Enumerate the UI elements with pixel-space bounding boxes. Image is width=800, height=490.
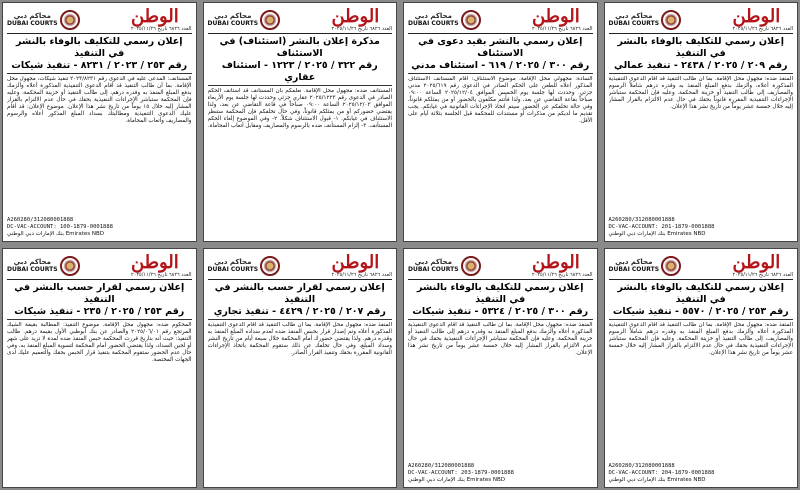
court-name: محاكم دبي DUBAI COURTS	[408, 11, 459, 27]
paper-masthead	[331, 5, 392, 32]
court-logo	[609, 10, 682, 30]
case-number: رقم ٣٠٠ / ٢٠٢٥ / ٥٣٢٤ - تنفيذ شيكات	[408, 306, 593, 320]
issue-line: العدد ٦٨٢٦ تاريخ ٢٠٢٥/١١/٢٦	[531, 271, 593, 278]
case-number: رقم ٢٥٣ / ٢٠٢٣ / ٨٢٣١ - تنفيذ شيكات	[7, 60, 192, 74]
court-seal-icon	[461, 10, 481, 30]
paper-masthead	[331, 251, 392, 278]
notice-footer	[7, 217, 192, 238]
bank-name: بنك الإمارات دبي الوطني Emirates NBD	[408, 477, 505, 483]
account-number: A260280/312080001888	[7, 217, 74, 223]
court-name: محاكم دبي DUBAI COURTS	[7, 11, 58, 27]
notice-body: المستأنف: المدعى عليه في الدعوى رقم ٢٠٢٣/٨٢٣١ تنفيذ شيكات، مجهول محل الإقامة. بما أن طالب التنفيذ قد أقام الدعوى التنفيذية المذكورة أعلاه وألزمك بدفع المبلغ المنفذ به وقدره درهم، إلى طالب التنفيذ أو خزينة المحكمة، وعليه فإن المحكمة ستباشر الإجراءات التنفيذية بحقك في حال عدم الالتزام بالقرار المشار إليه خلال ١٥ يوماً من تاريخ نشر هذا الإعلان. موضوع الإعلان: قد أقام عليك الدعوى التنفيذية ومطالبتك بسداد المبلغ المذكور أعلاه والرسوم والمصاريف وأتعاب المحاماة.	[7, 76, 192, 124]
court-name: محاكم دبي DUBAI COURTS	[207, 11, 259, 27]
notice-card	[203, 2, 398, 242]
court-logo	[408, 256, 481, 276]
notice-title: إعلان رسمي للتكليف بالوفاء بالنشر في التنفيذ	[16, 36, 183, 59]
issue-line: العدد ٦٨٢٦ تاريخ ٢٠٢٥/١١/٢٦	[130, 271, 192, 278]
notice-footer	[609, 463, 794, 484]
account-number: A260280/312080001888	[608, 463, 675, 469]
notice-header	[7, 6, 192, 34]
case-number: رقم ٣٠٠ / ٢٠٢٥ / ٦١٩ - استئناف مدني	[408, 60, 593, 74]
notice-title: مذكرة إعلان بالنشر (استئناف) في الاستئناف	[219, 36, 380, 59]
issue-line: العدد ٦٨٢٦ تاريخ ٢٠٢٥/١١/٢٦	[732, 25, 793, 32]
bank-name: بنك الإمارات دبي الوطني Emirates NBD	[7, 231, 104, 237]
account-number: A260280/312080001888	[408, 463, 475, 469]
court-logo	[7, 256, 80, 276]
court-name: محاكم دبي DUBAI COURTS	[408, 257, 459, 273]
court-seal-icon	[60, 256, 80, 276]
case-number: رقم ٢٠٧ / ٢٠٢٥ / ٤٤٢٩ - تنفيذ تجاري	[208, 306, 393, 320]
paper-masthead	[732, 251, 793, 278]
paper-masthead	[130, 5, 192, 32]
notice-card	[203, 248, 398, 488]
notice-body: المنفذ ضده: مجهول محل الإقامة. بما أن طالب التنفيذ قد أقام الدعوى التنفيذية المذكورة أعلاه، وألزمك بدفع المبلغ المنفذ به وقدره درهم شاملاً الرسوم والمصاريف إلى طالب التنفيذ أو خزينة المحكمة. وعليه فإن المحكمة ستباشر الإجراءات التنفيذية المقررة قانوناً بحقك في حال عدم الالتزام بالقرار المشار إليه خلال خمسة عشر يوماً من تاريخ نشر هذا الإعلان.	[608, 76, 793, 110]
notice-card	[403, 2, 598, 242]
bank-name: بنك الإمارات دبي الوطني Emirates NBD	[608, 477, 706, 483]
notice-card	[604, 248, 799, 488]
paper-name: الوطن	[531, 251, 580, 273]
court-seal-icon	[661, 10, 681, 30]
court-name: محاكم دبي DUBAI COURTS	[608, 11, 660, 27]
court-seal-icon	[260, 10, 280, 30]
issue-line: العدد ٦٨٢٦ تاريخ ٢٠٢٥/١١/٢٦	[130, 25, 192, 32]
notice-header	[208, 252, 393, 280]
notice-header	[408, 6, 593, 34]
case-number: رقم ٢٠٩ / ٢٠٢٥ / ٢٤٣٨ - تنفيذ عمالي	[609, 60, 794, 74]
notice-footer	[609, 217, 794, 238]
paper-name: الوطن	[130, 251, 179, 273]
notice-title: إعلان رسمي لقرار حسب بالنشر في التنفيذ	[14, 282, 185, 305]
court-name: محاكم دبي DUBAI COURTS	[7, 257, 58, 273]
court-logo	[408, 10, 481, 30]
issue-line: العدد ٦٨٢٦ تاريخ ٢٠٢٥/١١/٢٦	[732, 271, 793, 278]
issue-line: العدد ٦٨٢٦ تاريخ ٢٠٢٥/١١/٢٦	[331, 271, 392, 278]
notice-footer	[408, 463, 593, 484]
notice-body: المنفذ ضده: مجهول محل الإقامة. بما أن طالب التنفيذ قد أقام الدعوى التنفيذية المذكورة أعلاه وألزمك بدفع المبلغ المنفذ به وقدره درهم شاملاً الرسوم والمصاريف، إلى طالب التنفيذ أو خزينة المحكمة. وعليه فإن المحكمة ستباشر الإجراءات التنفيذية بحقك في حال عدم الالتزام بالقرار المشار إليه خلال خمسة عشر يوماً من تاريخ نشر هذا الإعلان.	[608, 322, 793, 356]
iban-line: DC-VAC-ACCOUNT: 203-1879-0001888	[408, 470, 514, 476]
court-seal-icon	[60, 10, 80, 30]
notice-card	[403, 248, 598, 488]
paper-masthead	[130, 251, 192, 278]
notice-title: إعلان رسمي لقرار حسب بالنشر في التنفيذ	[214, 282, 385, 305]
court-logo	[208, 256, 281, 276]
paper-name: الوطن	[331, 251, 380, 273]
court-seal-icon	[661, 256, 681, 276]
paper-name: الوطن	[732, 251, 781, 273]
notice-body: المنفذ ضده: مجهول محل الإقامة. بما أن طالب التنفيذ قد أقام الدعوى التنفيذية المذكورة أعلاه وتم إصدار قرار بحبس المنفذ ضده لعدم سداده المبلغ المنفذ به وقدره درهم. ولذا يقتضي حضورك أمام المحكمة خلال سبعة أيام من تاريخ النشر وسداد المبلغ، وفي حال تخلفك عن ذلك ستقوم المحكمة باتخاذ الإجراءات القانونية المقررة بحقك وتنفيذ القرار الصادر.	[207, 322, 392, 356]
case-number: رقم ٢٥٣ / ٢٠٢٥ / ٢٣٥ - تنفيذ شيكات	[7, 306, 192, 320]
court-logo	[208, 10, 281, 30]
notice-card	[604, 2, 799, 242]
issue-line: العدد ٦٨٢٦ تاريخ ٢٠٢٥/١١/٢٦	[331, 25, 392, 32]
notice-body: المستأنف ضده: مجهول محل الإقامة. نعلمكم بأن المستأنف قد استأنف الحكم الصادر في الدعوى رقم ٢٠٢٥/١٢٢٣ عقاري جزئي وحددت لها جلسة يوم الأربعاء الموافق ٢٠٢٥/١٢/٠٣ الساعة ٠٩:٠٠ صباحاً في قاعة التقاضي عن بعد، ولذا يقتضي حضوركم أو من يمثلكم قانوناً، وفي حال تخلفكم فإن المحكمة ستنظر الاستئناف في غيابكم. ١- قبول الاستئناف شكلاً. ٢- وفي الموضوع إلغاء الحكم المستأنف. ٣- إلزام المستأنف ضده بالرسوم والمصاريف ومقابل أتعاب المحاماة.	[207, 88, 392, 129]
iban-line: DC-VAC-ACCOUNT: 204-1879-0001888	[608, 470, 715, 476]
paper-name: الوطن	[130, 5, 179, 27]
issue-line: العدد ٦٨٢٦ تاريخ ٢٠٢٥/١١/٢٦	[531, 25, 593, 32]
notices-grid	[2, 2, 798, 488]
notice-body: المحكوم ضده: مجهول محل الإقامة. موضوع التنفيذ: المطالبة بقيمة الشيك المرتجع رقم ٢٠٢٥/٠٦/٠١ والصادر عن بنك أبوظبي الأول بقيمة درهم. طالب التنفيذ: حيث أنه بتاريخ قررت المحكمة حبس المنفذ ضده لمدة لا تزيد على شهر أو لحين السداد، ولذا يقتضي الحضور أمام المحكمة لتسوية المبلغ المنفذ به، وفي حال عدم الحضور ستقوم المحكمة بتنفيذ قرار الحبس بحقك والتعميم عليك لدى الجهات المختصة.	[7, 322, 192, 363]
case-number: رقم ٢٥٣ / ٢٠٢٥ / ٥٥٧٠ - تنفيذ شيكات	[609, 306, 794, 320]
account-number: A260280/312080001888	[608, 217, 675, 223]
bank-name: بنك الإمارات دبي الوطني Emirates NBD	[608, 231, 706, 237]
notice-title: إعلان رسمي للتكليف بالوفاء بالنشر في التنفيذ	[617, 282, 784, 305]
notice-header	[609, 252, 794, 280]
notice-body: المنفذ ضده: مجهول محل الإقامة. بما أن طالب التنفيذ قد أقام الدعوى التنفيذية المذكورة أعلاه وألزمك بدفع المبلغ المنفذ به وقدره درهم إلى طالب التنفيذ أو خزينة المحكمة. وعليه فإن المحكمة ستباشر الإجراءات التنفيذية بحقك في حال عدم الالتزام بالقرار المشار إليه خلال خمسة عشر يوماً من تاريخ نشر هذا الإعلان.	[408, 322, 593, 356]
paper-name: الوطن	[531, 5, 580, 27]
notice-header	[7, 252, 192, 280]
case-number: رقم ٣٢٢ / ٢٠٢٥ / ١٢٢٣ - استئناف عقاري	[208, 60, 393, 86]
court-name: محاكم دبي DUBAI COURTS	[207, 257, 259, 273]
court-seal-icon	[461, 256, 481, 276]
paper-masthead	[531, 5, 593, 32]
notice-title: إعلان رسمي للتكليف بالوفاء بالنشر في التنفيذ	[417, 282, 584, 305]
paper-name: الوطن	[732, 5, 781, 27]
paper-masthead	[732, 5, 793, 32]
notice-card	[2, 248, 197, 488]
notice-header	[609, 6, 794, 34]
notice-header	[408, 252, 593, 280]
paper-masthead	[531, 251, 593, 278]
notice-header	[208, 6, 393, 34]
notice-body: السادة: مجهولي محل الإقامة. موضوع الاستئناف: أقام المستأنف الاستئناف المذكور أعلاه للطعن على الحكم الصادر في الدعوى رقم ٢٠٢٥/٦١٩ مدني جزئي. وحددت لها جلسة يوم الخميس الموافق ٢٠٢٥/١٢/٠٤ الساعة ٠٩:٠٠ صباحاً بقاعة التقاضي عن بعد، ولذا فأنتم مكلفون بالحضور أو من يمثلكم قانوناً، وفي حالة تخلفكم عن الحضور سيتم اتخاذ الإجراءات القانونية في غيابكم. يجب تقديم ما لديكم من مذكرات أو مستندات للمحكمة قبل الجلسة بثلاثة أيام على الأقل.	[408, 76, 593, 124]
iban-line: DC-VAC-ACCOUNT: 201-1879-0001888	[608, 224, 715, 230]
court-seal-icon	[260, 256, 280, 276]
court-logo	[609, 256, 682, 276]
notice-title: إعلان رسمي للتكليف بالوفاء بالنشر في التنفيذ	[617, 36, 784, 59]
iban-line: DC-VAC-ACCOUNT: 100-1879-0001888	[7, 224, 113, 230]
court-name: محاكم دبي DUBAI COURTS	[608, 257, 660, 273]
notice-card	[2, 2, 197, 242]
court-logo	[7, 10, 80, 30]
paper-name: الوطن	[331, 5, 380, 27]
notice-title: إعلان رسمي بالنشر بقيد دعوى في الاستئناف	[418, 36, 583, 59]
